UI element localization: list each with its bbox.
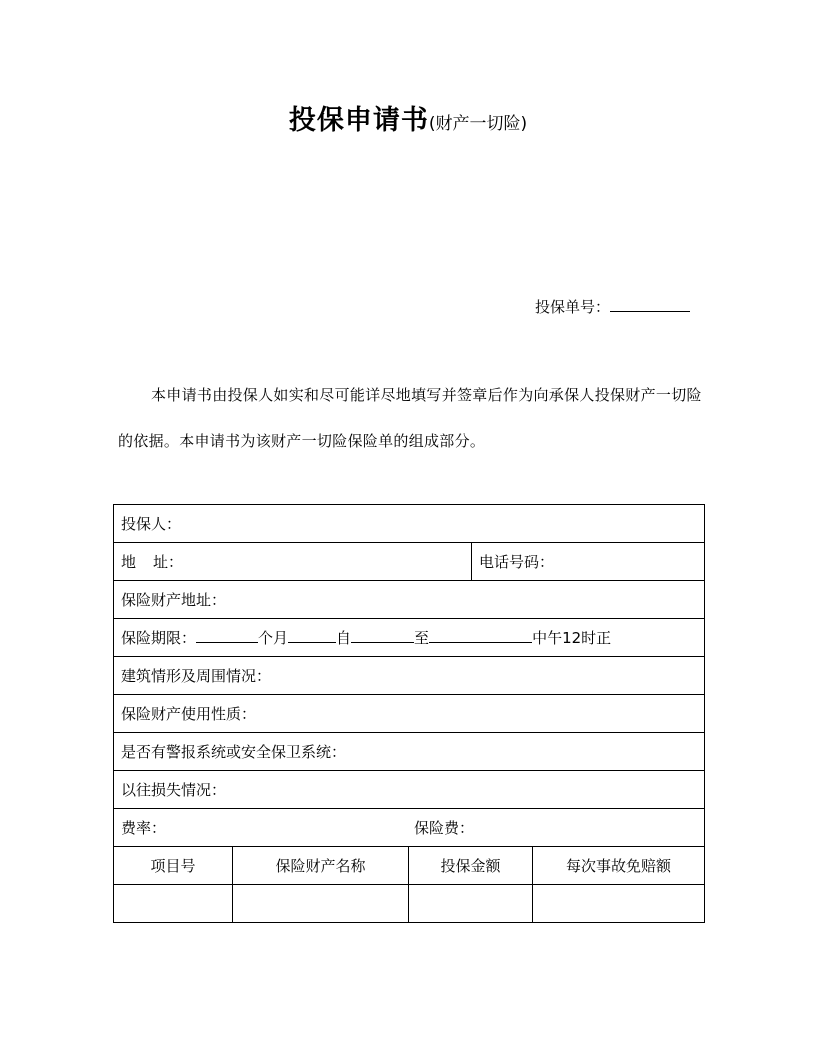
applicant-label: 投保人： (121, 515, 182, 533)
application-form (113, 504, 705, 923)
alarm-label: 是否有警报系统或安全保卫系统： (121, 743, 347, 761)
row-loss-history (114, 771, 705, 809)
period-from-label: 自 (336, 629, 352, 647)
policy-number (535, 296, 690, 317)
row-property-address (114, 581, 705, 619)
row-alarm (114, 733, 705, 771)
row-column-headers (114, 847, 705, 885)
period-to-label: 至 (414, 629, 430, 647)
period-cell (114, 619, 705, 657)
document-title (0, 98, 816, 137)
row-rate-premium (114, 809, 705, 847)
row-applicant (114, 505, 705, 543)
period-start-blank[interactable] (351, 628, 414, 643)
policy-number-blank[interactable] (610, 297, 690, 312)
title-subtitle: (财产一切险) (428, 114, 528, 134)
sum-insured-cell[interactable] (409, 885, 533, 923)
address-label-first: 地 (121, 553, 137, 571)
property-address-cell[interactable] (114, 581, 705, 619)
alarm-cell[interactable] (114, 733, 705, 771)
table-row (114, 885, 705, 923)
usage-label: 保险财产使用性质： (121, 705, 257, 723)
row-period (114, 619, 705, 657)
building-cell[interactable] (114, 657, 705, 695)
column-header-item-no: 项目号 (114, 847, 233, 885)
address-cell[interactable] (114, 543, 472, 581)
rate-premium-cell[interactable] (114, 809, 705, 847)
column-header-property-name: 保险财产名称 (233, 847, 409, 885)
phone-label: 电话号码： (479, 553, 555, 571)
building-label: 建筑情形及周围情况： (121, 667, 272, 685)
period-duration-blank[interactable] (288, 628, 336, 643)
policy-number-label: 投保单号： (535, 298, 611, 316)
deductible-cell[interactable] (533, 885, 705, 923)
column-header-sum-insured: 投保金额 (409, 847, 533, 885)
property-address-label: 保险财产地址： (121, 591, 227, 609)
period-months-blank[interactable] (196, 628, 258, 643)
title-main: 投保申请书 (288, 105, 429, 136)
column-header-deductible: 每次事故免赔额 (533, 847, 705, 885)
phone-cell[interactable] (472, 543, 705, 581)
intro-paragraph: 本申请书由投保人如实和尽可能详尽地填写并签章后作为向承保人投保财产一切险的依据。本申请书为该财产一切险保险单的组成部分。 (118, 386, 702, 450)
address-label-second: 址： (153, 553, 184, 571)
rate-label: 费率： (121, 819, 167, 837)
usage-cell[interactable] (114, 695, 705, 733)
applicant-cell[interactable] (114, 505, 705, 543)
period-suffix: 中午12时正 (532, 629, 612, 647)
period-end-blank[interactable] (429, 628, 532, 643)
premium-label: 保险费： (414, 819, 475, 837)
period-months-label: 个月 (258, 629, 289, 647)
row-building (114, 657, 705, 695)
loss-history-label: 以往损失情况： (121, 781, 227, 799)
property-name-cell[interactable] (233, 885, 409, 923)
item-no-cell[interactable] (114, 885, 233, 923)
row-address (114, 543, 705, 581)
loss-history-cell[interactable] (114, 771, 705, 809)
row-usage (114, 695, 705, 733)
period-label: 保险期限： (121, 629, 197, 647)
